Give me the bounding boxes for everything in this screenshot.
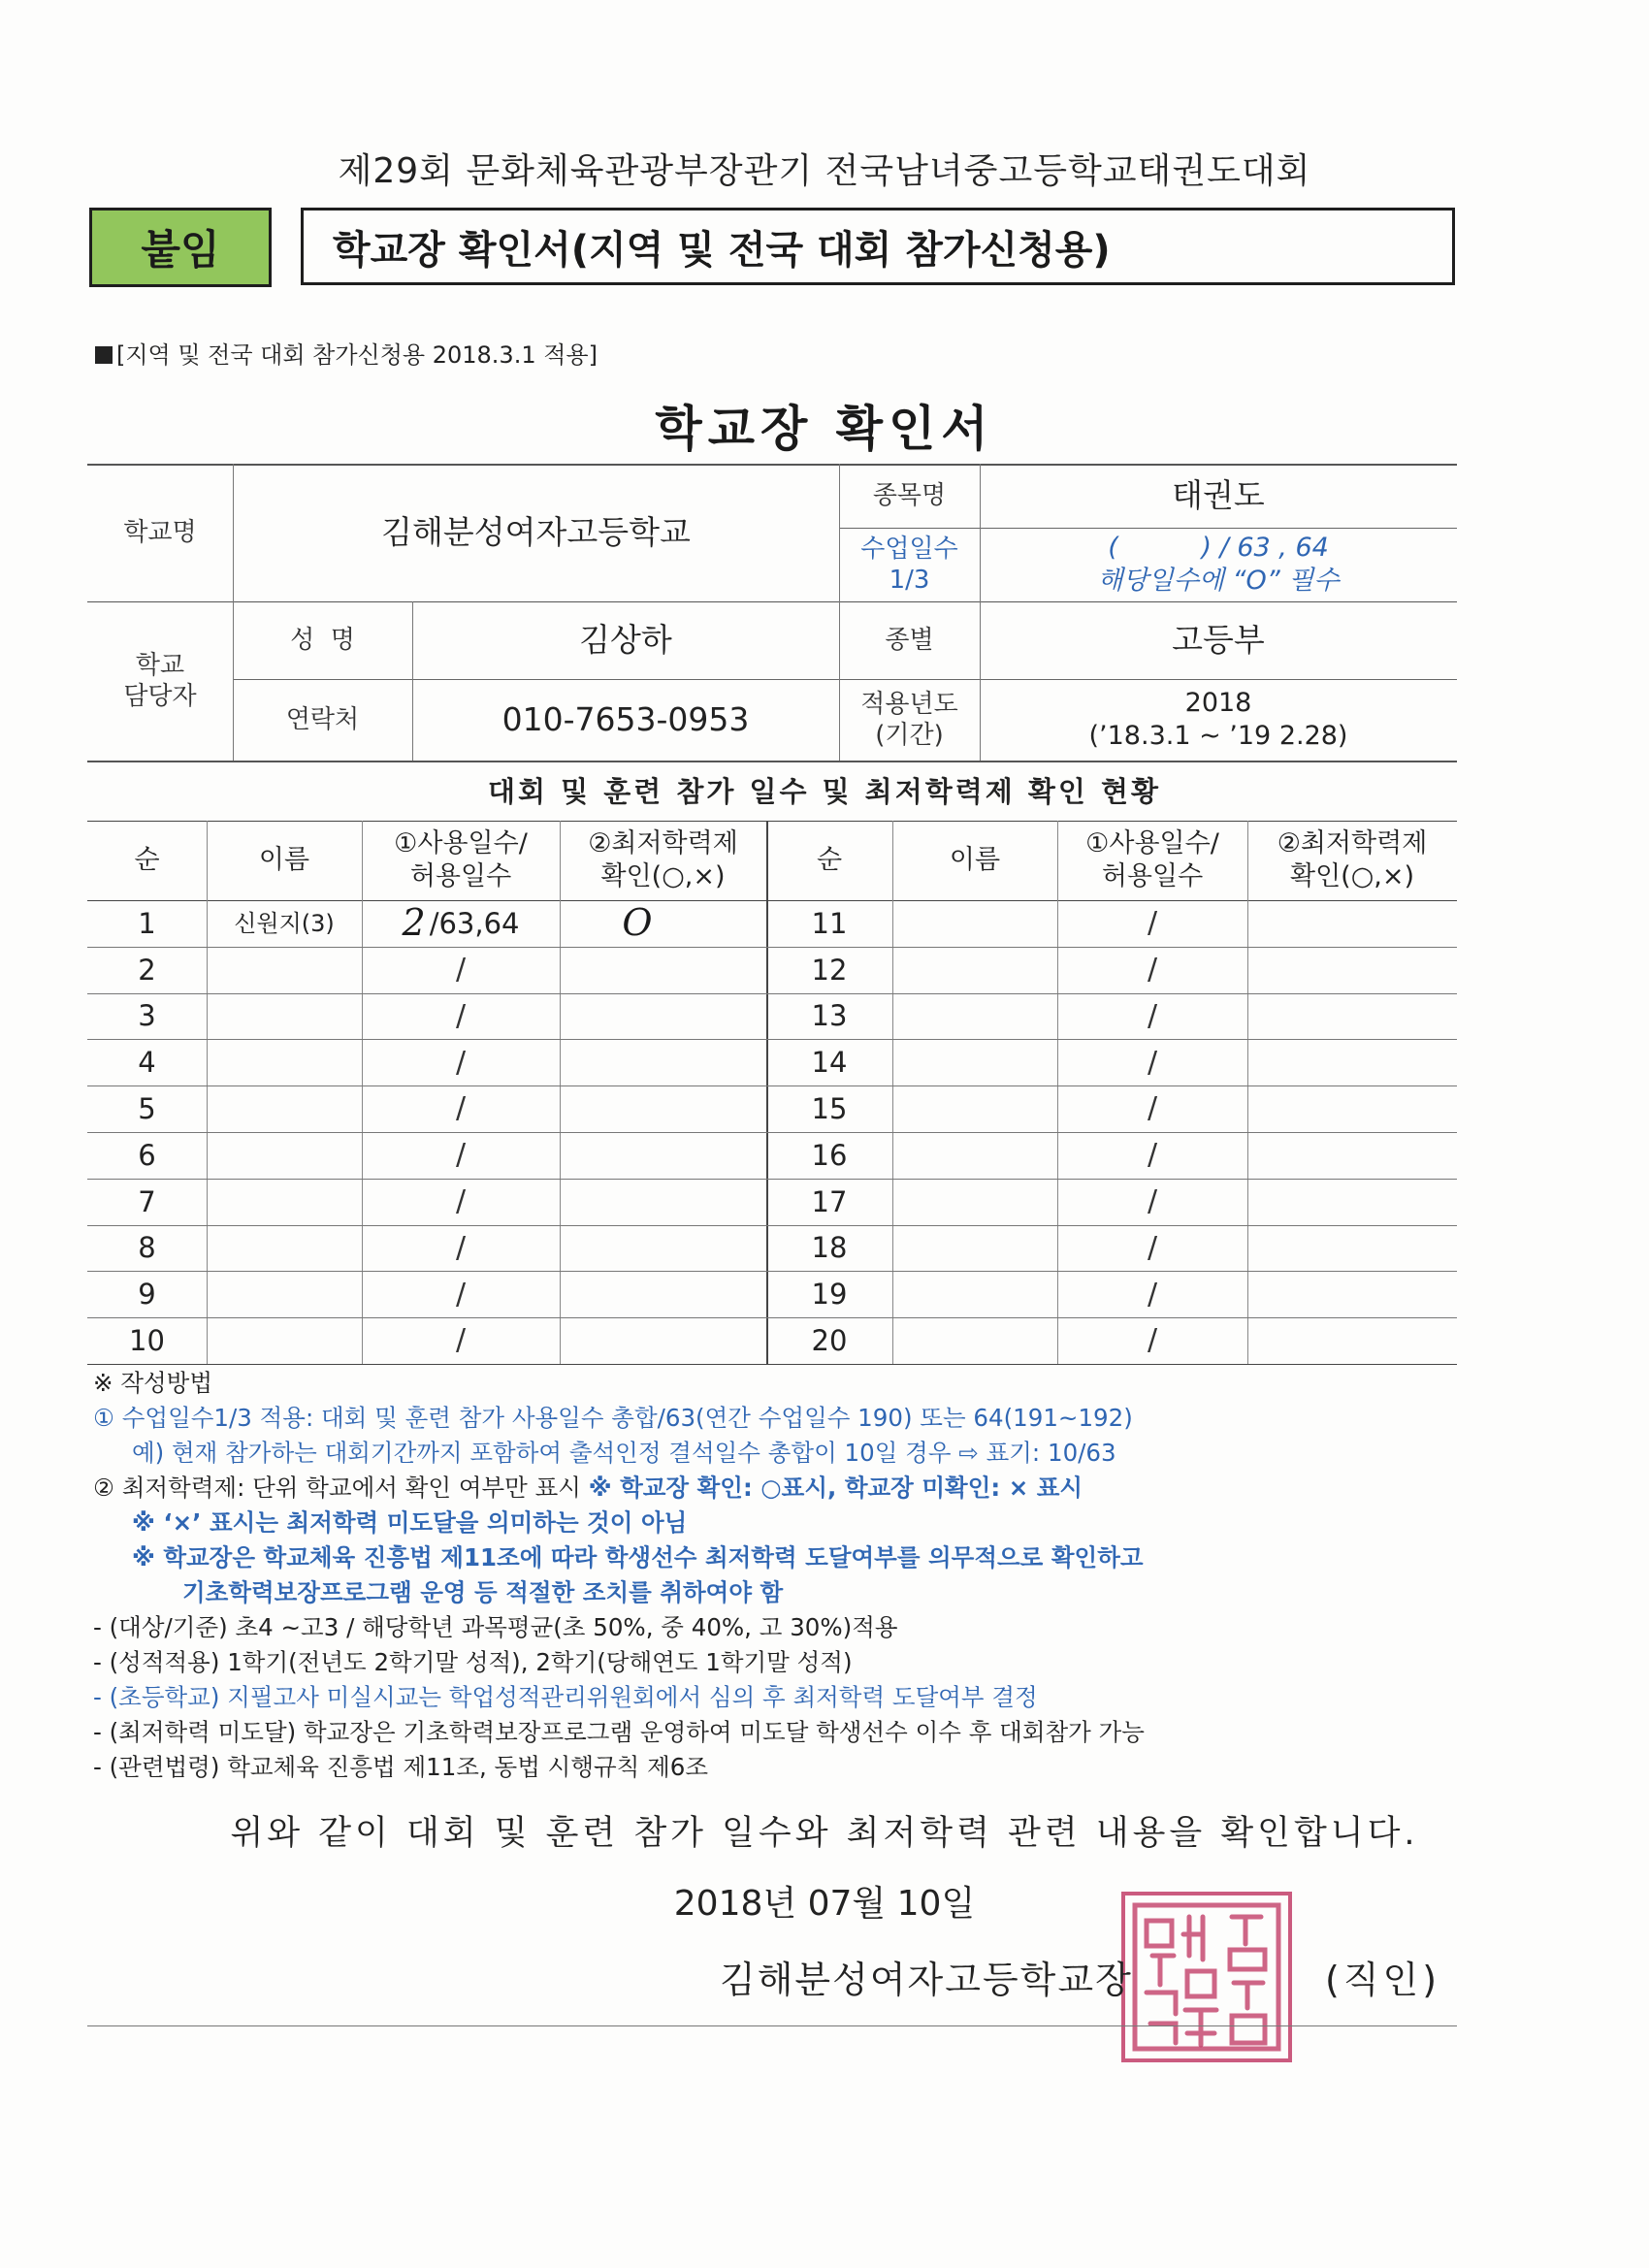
division-value: 고등부 [1172,621,1265,660]
apply-year-label-line2: (기간) [875,721,944,750]
attach-title: 학교장 확인서(지역 및 전국 대회 참가신청용) [301,208,1455,285]
col-header-no-right: 순 [816,845,843,876]
used-days-slash: / [1147,1138,1158,1173]
col-header-days [362,821,560,900]
col-header-min-grade [560,821,766,900]
used-days-slash: / [455,1323,467,1358]
col-header-days-right-line1: ①사용일수/ [1085,828,1219,859]
used-days-slash: / [455,1091,467,1126]
instruction-line: - (성적적용) 1학기(전년도 2학기말 성적), 2학기(당해연도 1학기말 성적) [93,1648,853,1676]
manager-name-value: 김상하 [579,621,672,660]
instruction-line: - (초등학교) 지필고사 미실시교는 학업성적관리위원회에서 심의 후 최저학력 도달여부 결정 [93,1683,1038,1711]
used-days-slash: / [1147,1091,1158,1126]
row-number: 17 [811,1184,848,1218]
used-days-slash: / [1147,952,1158,987]
row-number: 4 [138,1046,156,1080]
row-number: 10 [129,1323,165,1357]
contact-label: 연락처 [285,704,360,734]
row-number: 3 [138,999,156,1033]
official-seal [1121,1892,1292,2062]
col-header-min-grade-right [1247,821,1457,900]
col-header-min-line2: 확인(○,×) [600,861,726,891]
used-days-slash: / [455,952,467,987]
class-days-label-line2: 1/3 [889,566,930,595]
used-days-printed: /63,64 [429,906,520,940]
seal-graphic [1125,1895,1288,2058]
row-number: 18 [811,1231,848,1265]
class-days-label [839,528,980,601]
status-table [87,821,1457,1364]
seal-note: (직인) [1325,1959,1441,2001]
instruction-line: 예) 현재 참가하는 대회기간까지 포함하여 출석인정 결석일수 총합이 10일 경우 ⇨ 표기: 10/63 [132,1439,1116,1467]
col-header-days-line2: 허용일수 [409,861,512,891]
square-bullet-icon [95,346,113,364]
used-days-slash: / [455,1045,467,1080]
division-label: 종별 [885,625,934,655]
instruction-line: ① 수업일수1/3 적용: 대회 및 훈련 참가 사용일수 총합/63(연간 수업일수 190) 또는 64(191~192) [93,1404,1133,1432]
used-days-slash: / [455,998,467,1033]
col-header-min-right-line1: ②최저학력제 [1277,828,1428,859]
manager-label-line2: 담당자 [123,682,197,711]
col-header-min-right-line2: 확인(○,×) [1290,861,1414,891]
used-days-slash: / [1147,1323,1158,1358]
row-number: 6 [138,1138,156,1172]
row-number: 1 [138,906,156,940]
contact-value: 010-7653-0953 [501,700,750,739]
col-header-days-line1: ①사용일수/ [394,828,528,859]
row-number: 13 [811,999,848,1033]
status-caption: 대회 및 훈련 참가 일수 및 최저학력제 확인 현황 [487,775,1162,808]
document-date: 2018년 07월 10일 [673,1884,976,1924]
row-number: 14 [811,1046,848,1080]
row-number: 16 [811,1138,848,1172]
col-header-name: 이름 [258,845,310,876]
row-number: 9 [138,1278,156,1312]
manager-label [87,601,233,761]
school-name-value: 김해분성여자고등학교 [381,513,691,552]
col-header-name-right: 이름 [949,845,1001,876]
apply-year-value [980,679,1457,761]
used-days-slash: / [455,1277,467,1312]
instruction-line: 기초학력보장프로그램 운영 등 적절한 조치를 취하여야 함 [182,1578,784,1606]
row-number: 19 [811,1278,848,1312]
manager-name-label: 성 명 [290,625,355,655]
event-title: 제29회 문화체육관광부장관기 전국남녀중고등학교태권도대회 [338,151,1311,191]
min-grade-mark: O [622,901,653,945]
form-note-text: [지역 및 전국 대회 참가신청용 2018.3.1 적용] [116,341,598,369]
instruction-line: ② 최저학력제: 단위 학교에서 확인 여부만 표시 [93,1474,581,1502]
instruction-line: ※ 학교장 확인: ○표시, 학교장 미확인: × 표시 [588,1474,1083,1502]
school-info-table [87,464,1457,761]
used-days-slash: / [1147,1230,1158,1265]
event-name-label: 종목명 [872,480,947,510]
instruction-line: - (대상/기준) 초4 ~고3 / 해당학년 과목평균(초 50%, 중 40%, 고 30%)적용 [93,1613,898,1641]
form-note [95,336,598,370]
used-days-slash: / [1147,1045,1158,1080]
col-header-days-right-line2: 허용일수 [1101,861,1204,891]
instruction-line: ※ 학교장은 학교체육 진흥법 제11조에 따라 학생선수 최저학력 도달여부를 의무적으로 확인하고 [132,1543,1144,1571]
used-days-handwritten: 2 [402,901,426,945]
row-number: 12 [811,953,848,987]
col-header-no: 순 [134,845,160,876]
row-number: 8 [138,1231,156,1265]
used-days-slash: / [1147,1183,1158,1218]
document-title: 학교장 확인서 [655,401,994,457]
row-number: 15 [811,1091,848,1125]
used-days-slash: / [1147,906,1158,941]
row-number: 20 [811,1323,848,1357]
row-number: 2 [138,953,156,987]
used-days-slash: / [455,1183,467,1218]
apply-year-label-line1: 적용년도 [860,689,958,719]
instruction-line: ※ ‘×’ 표시는 최저학력 미도달을 의미하는 것이 아님 [132,1508,688,1537]
event-name-value: 태권도 [1172,476,1265,515]
principal-name: 김해분성여자고등학교장 [720,1959,1133,2001]
apply-year-value-line2: (’18.3.1 ~ ’19 2.28) [1088,721,1348,751]
apply-year-label [839,679,980,761]
used-days-slash: / [1147,998,1158,1033]
instruction-line: - (관련법령) 학교체육 진흥법 제11조, 동법 시행규칙 제6조 [93,1753,709,1781]
student-name: 신원지(3) [234,910,335,937]
used-days-slash: / [455,1138,467,1173]
used-days-slash: / [1147,1277,1158,1312]
manager-label-line1: 학교 [135,650,185,680]
used-days-slash: / [455,1230,467,1265]
attach-badge: 붙임 [89,208,272,287]
bottom-divider [87,2025,1457,2026]
row-number: 7 [138,1184,156,1218]
row-number: 11 [811,906,848,940]
class-days-label-line1: 수업일수 [860,534,958,564]
class-days-value-line1: ( ) / 63 , 64 [1108,533,1329,564]
class-days-value [980,528,1457,601]
col-header-days-right [1057,821,1247,900]
apply-year-value-line1: 2018 [1184,688,1252,719]
instructions-heading: ※ 작성방법 [93,1369,212,1397]
school-name-label: 학교명 [123,517,197,547]
class-days-value-line2: 해당일수에 “O” 필수 [1097,566,1340,596]
used-days [362,900,560,947]
row-number: 5 [138,1091,156,1125]
col-header-min-line1: ②최저학력제 [588,828,738,859]
instruction-line: - (최저학력 미도달) 학교장은 기초학력보장프로그램 운영하여 미도달 학생선수 이수 후 대회참가 가능 [93,1718,1145,1746]
confirmation-text: 위와 같이 대회 및 훈련 참가 일수와 최저학력 관련 내용을 확인합니다. [230,1814,1419,1853]
instructions [93,1366,1471,1785]
